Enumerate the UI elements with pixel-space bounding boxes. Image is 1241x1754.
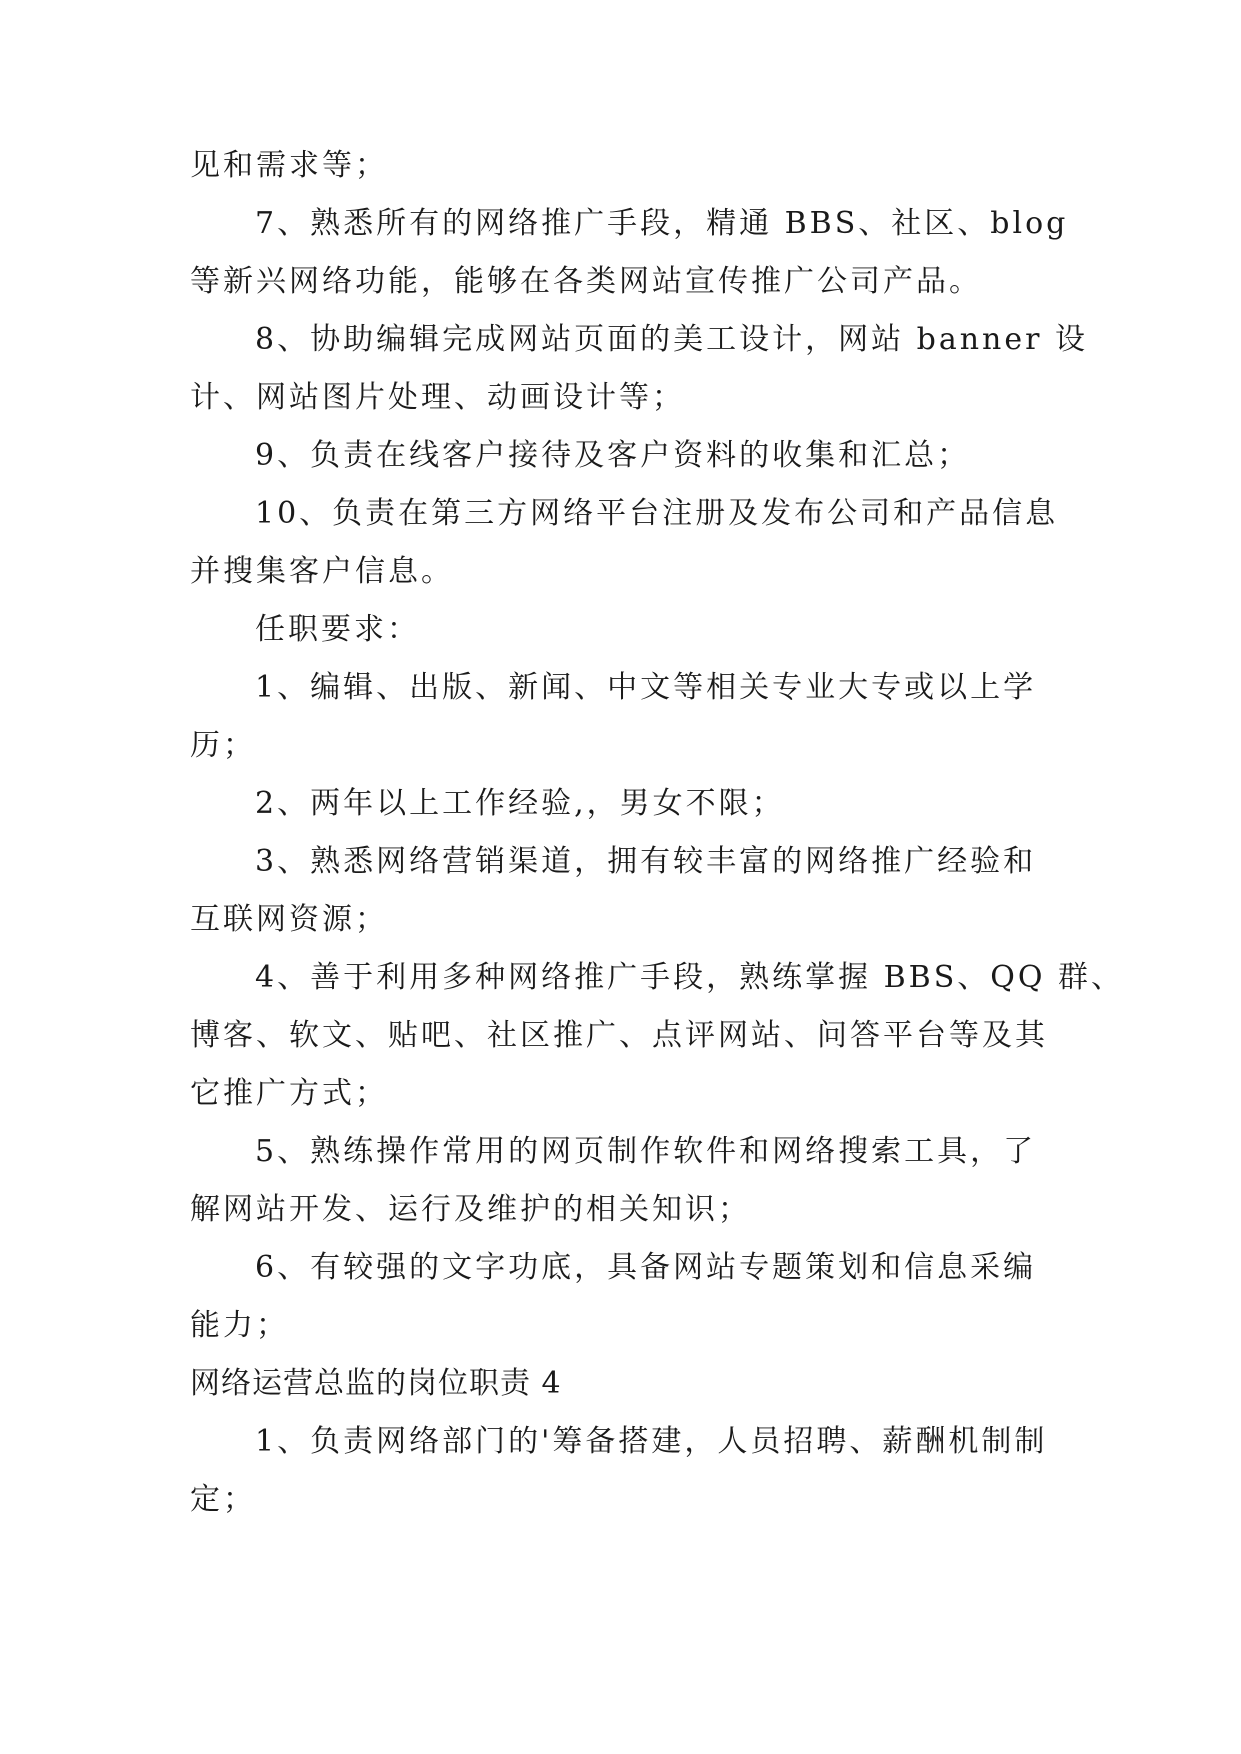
text-line: 6、有较强的文字功底，具备网站专题策划和信息采编 [255, 1250, 1037, 1285]
text-line: 5、熟练操作常用的网页制作软件和网络搜索工具，了 [255, 1134, 1037, 1169]
text-line: 1、负责网络部门的'筹备搭建，人员招聘、薪酬机制制 [255, 1424, 1048, 1459]
text-line: 1、编辑、出版、新闻、中文等相关专业大专或以上学 [255, 670, 1037, 705]
text-line: 2、两年以上工作经验,，男女不限； [255, 786, 785, 821]
text-line: 计、网站图片处理、动画设计等； [190, 380, 685, 415]
text-line: 博客、软文、贴吧、社区推广、点评网站、问答平台等及其 [190, 1018, 1048, 1053]
section-label: 任职要求： [255, 612, 420, 647]
text-line: 解网站开发、运行及维护的相关知识； [190, 1192, 751, 1227]
text-line: 4、善于利用多种网络推广手段，熟练掌握 BBS、QQ 群、 [255, 960, 1124, 995]
text-line: 7、熟悉所有的网络推广手段，精通 BBS、社区、blog [255, 206, 1069, 241]
section-heading: 网络运营总监的岗位职责 4 [190, 1366, 562, 1401]
text-line: 互联网资源； [190, 902, 388, 937]
text-line: 定； [190, 1482, 256, 1517]
text-line: 能力； [190, 1308, 289, 1343]
text-line: 历； [190, 728, 256, 763]
text-line: 10、负责在第三方网络平台注册及发布公司和产品信息 [255, 496, 1059, 531]
text-line: 9、负责在线客户接待及客户资料的收集和汇总； [255, 438, 971, 473]
text-line: 8、协助编辑完成网站页面的美工设计，网站 banner 设 [255, 322, 1088, 357]
text-line: 见和需求等； [190, 148, 388, 183]
text-line: 并搜集客户信息。 [190, 554, 454, 589]
text-line: 等新兴网络功能，能够在各类网站宣传推广公司产品。 [190, 264, 982, 299]
text-line: 3、熟悉网络营销渠道，拥有较丰富的网络推广经验和 [255, 844, 1037, 879]
text-line: 它推广方式； [190, 1076, 388, 1111]
